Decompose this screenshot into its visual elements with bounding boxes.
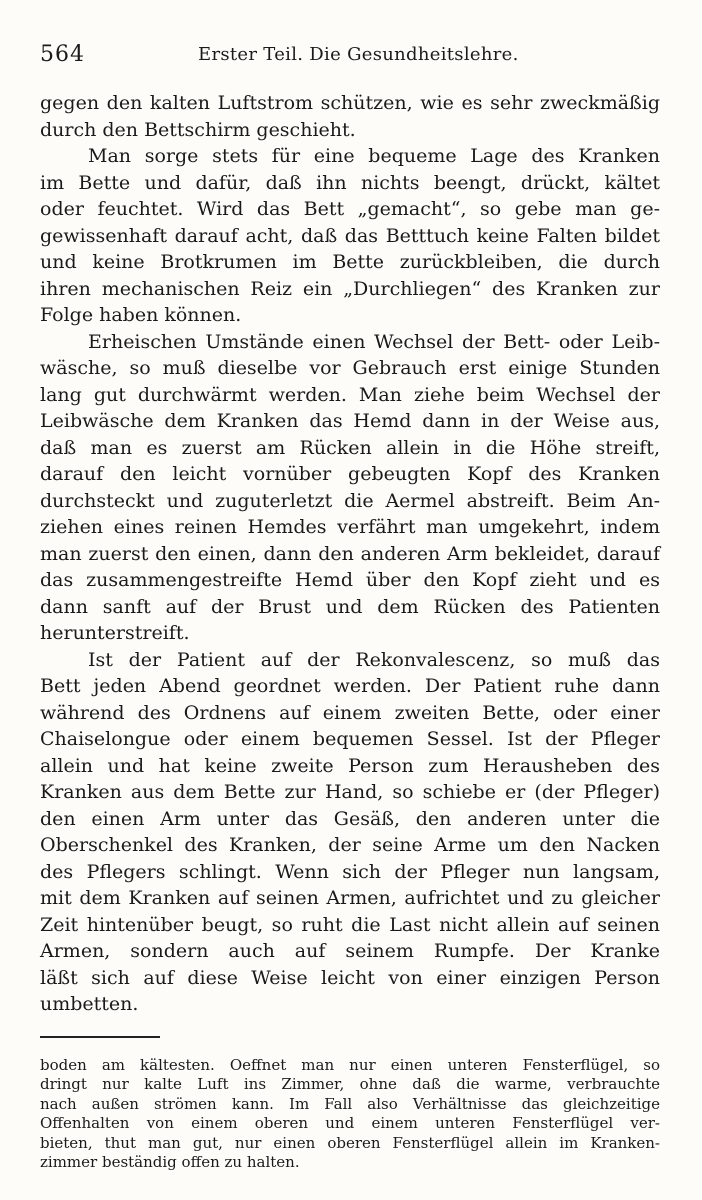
text-line: des Pflegers schlingt. Wenn sich der Pfleger nun langsam,	[40, 860, 660, 883]
text-line: ihren mechanischen Reiz ein „Durchliegen“ des Kranken zur	[40, 277, 660, 300]
paragraph	[40, 329, 660, 647]
paragraph	[40, 647, 660, 1018]
text-line: daß man es zuerst am Rücken allein in die Höhe streift,	[40, 436, 660, 459]
text-line: Armen, sondern auch auf seinem Rumpfe. Der Kranke	[40, 940, 660, 962]
text-line: dann sanft auf der Brust und dem Rücken des Patienten	[40, 595, 660, 618]
text-line: Chaiselongue oder einem bequemen Sessel. Ist der Pfleger	[40, 728, 660, 750]
page-header	[40, 40, 660, 76]
text-line: oder feuchtet. Wird das Bett „gemacht“, so gebe man ge-	[40, 198, 660, 220]
footnote-line: bieten, thut man gut, nur einen oberen Fensterflügel allein im Kranken-	[40, 1133, 660, 1152]
text-line: Bett jeden Abend geordnet werden. Der Patient ruhe dann	[40, 675, 660, 697]
text-line: Kranken aus dem Bette zur Hand, so schiebe er (der Pfleger)	[40, 781, 660, 803]
text-line: Zeit hintenüber beugt, so ruht die Last nicht allein auf seinen	[40, 913, 660, 936]
text-line: im Bette und dafür, daß ihn nichts beengt, drückt, kältet	[40, 171, 660, 194]
text-line: und keine Brotkrumen im Bette zurückbleiben, die durch	[40, 251, 660, 273]
footnote	[40, 1056, 660, 1173]
text-line: den einen Arm unter das Gesäß, den anderen unter die	[40, 807, 660, 830]
text-line: Oberschenkel des Kranken, der seine Arme um den Nacken	[40, 834, 660, 856]
paragraph	[40, 90, 660, 143]
text-line: läßt sich auf diese Weise leicht von einer einzigen Person	[40, 966, 660, 989]
text-line: Man sorge stets für eine bequeme Lage des Kranken	[88, 145, 660, 167]
main-text	[40, 90, 660, 1018]
text-line: herunterstreift.	[40, 622, 190, 644]
footnote-line: dringt nur kalte Luft ins Zimmer, ohne daß die warme, verbrauchte	[40, 1075, 660, 1093]
text-line: Erheischen Umstände einen Wechsel der Bett- oder Leib-	[88, 330, 660, 353]
text-line: ziehen eines reinen Hemdes verfährt man umgekehrt, indem	[40, 516, 660, 538]
text-line: man zuerst den einen, dann den anderen Arm bekleidet, darauf	[40, 542, 660, 565]
text-line: gegen den kalten Luftstrom schützen, wie es sehr zweckmäßig	[40, 92, 660, 114]
footnote-line: nach außen strömen kann. Im Fall also Verhältnisse das gleichzeitige	[40, 1094, 660, 1113]
text-line: Ist der Patient auf der Rekonvalescenz, so muß das	[88, 648, 660, 671]
footnote-divider	[40, 1036, 160, 1038]
text-line: gewissenhaft darauf acht, daß das Betttuch keine Falten bildet	[40, 224, 660, 247]
text-line: wäsche, so muß dieselbe vor Gebrauch erst einige Stunden	[40, 357, 660, 379]
page-number: 564	[40, 42, 85, 67]
text-line: darauf den leicht vornüber gebeugten Kopf des Kranken	[40, 463, 660, 485]
text-line: Folge haben können.	[40, 304, 242, 326]
text-line: das zusammengestreifte Hemd über den Kopf zieht und es	[40, 569, 660, 591]
text-line: durch den Bettschirm geschieht.	[40, 118, 356, 141]
footnote-line: Offenhalten von einem oberen und einem unteren Fensterflügel ver-	[40, 1114, 660, 1132]
text-line: allein und hat keine zweite Person zum Herausheben des	[40, 754, 660, 777]
text-line: während des Ordnens auf einem zweiten Bette, oder einer	[40, 701, 660, 724]
footnote-line: zimmer beständig offen zu halten.	[40, 1153, 300, 1171]
text-line: mit dem Kranken auf seinen Armen, aufrichtet und zu gleicher	[40, 887, 660, 909]
text-line: lang gut durchwärmt werden. Man ziehe beim Wechsel der	[40, 383, 660, 406]
running-title: Erster Teil. Die Gesundheitslehre.	[198, 44, 519, 65]
paragraph	[40, 143, 660, 329]
footnote-line: boden am kältesten. Oeffnet man nur einen unteren Fensterflügel, so	[40, 1055, 660, 1074]
text-line: umbetten.	[40, 993, 139, 1015]
text-line: Leibwäsche dem Kranken das Hemd dann in der Weise aus,	[40, 410, 660, 432]
text-line: durchsteckt und zuguterletzt die Aermel abstreift. Beim An-	[40, 489, 660, 512]
